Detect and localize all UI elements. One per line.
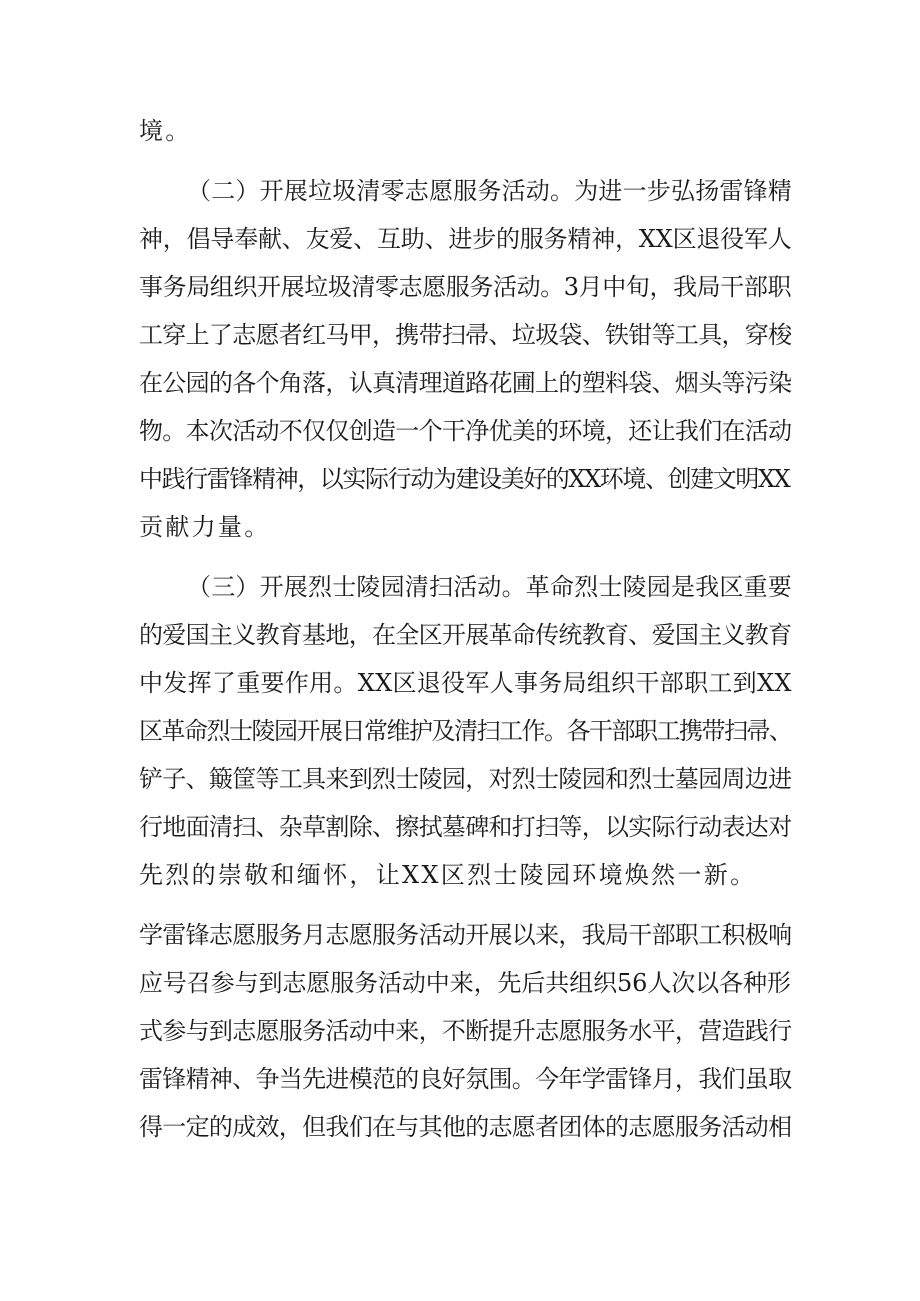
text-line: 学雷锋志愿服务月志愿服务活动开展以来，我局干部职工积极响 <box>139 921 792 949</box>
text-line: 物。本次活动不仅仅创造一个干净优美的环境，还让我们在活动 <box>139 417 792 445</box>
text-line: 中发挥了重要作用。XX区退役军人事务局组织干部职工到XX <box>139 669 792 697</box>
text-line: 贡献力量。 <box>139 513 271 541</box>
section-heading-3-line: （三）开展烈士陵园清扫活动。革命烈士陵园是我区重要 <box>187 573 792 601</box>
section-heading-2-line: （二）开展垃圾清零志愿服务活动。为进一步弘扬雷锋精 <box>187 177 792 205</box>
text-line: 神，倡导奉献、友爱、互助、进步的服务精神，XX区退役军人 <box>139 225 792 253</box>
text-line: 中践行雷锋精神，以实际行动为建设美好的XX环境、创建文明XX <box>139 465 790 493</box>
text-line: 应号召参与到志愿服务活动中来，先后共组织56人次以各种形 <box>139 969 791 997</box>
text-line: 雷锋精神、争当先进模范的良好氛围。今年学雷锋月，我们虽取 <box>139 1065 792 1093</box>
text-line: 行地面清扫、杂草割除、擦拭墓碑和打扫等，以实际行动表达对 <box>139 813 792 841</box>
text-line: 式参与到志愿服务活动中来，不断提升志愿服务水平，营造践行 <box>139 1017 792 1045</box>
text-line: 在公园的各个角落，认真清理道路花圃上的塑料袋、烟头等污染 <box>139 369 792 397</box>
text-line: 得一定的成效，但我们在与其他的志愿者团体的志愿服务活动相 <box>139 1113 792 1141</box>
text-line: 事务局组织开展垃圾清零志愿服务活动。3月中旬，我局干部职 <box>139 273 792 301</box>
text-line: 工穿上了志愿者红马甲，携带扫帚、垃圾袋、铁钳等工具，穿梭 <box>139 321 792 349</box>
text-line: 的爱国主义教育基地，在全区开展革命传统教育、爱国主义教育 <box>139 621 792 649</box>
text-line: 境。 <box>139 117 192 145</box>
text-line: 铲子、簸筐等工具来到烈士陵园，对烈士陵园和烈士墓园周边进 <box>139 765 792 793</box>
text-line: 区革命烈士陵园开展日常维护及清扫工作。各干部职工携带扫帚、 <box>139 717 792 745</box>
text-line: 先烈的崇敬和缅怀，让XX区烈士陵园环境焕然一新。 <box>139 861 757 889</box>
